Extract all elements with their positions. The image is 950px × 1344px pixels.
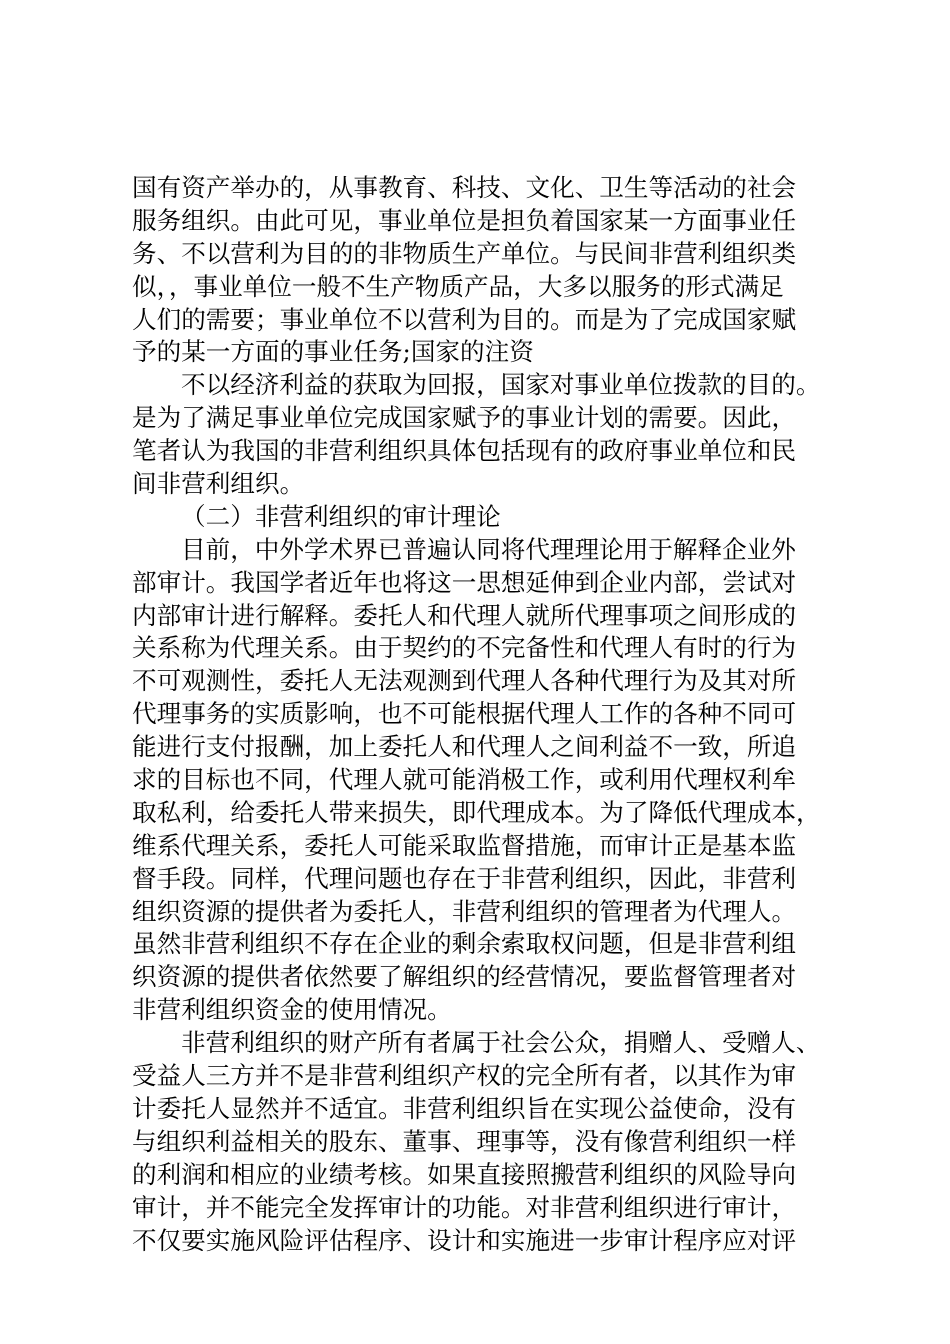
paragraph-start-line: 不以经济利益的获取为回报，国家对事业单位拨款的目的。: [181, 370, 821, 400]
text-line: 不仅要实施风险评估程序、设计和实施进一步审计程序应对评: [132, 1225, 797, 1255]
text-line: 计委托人显然并不适宜。非营利组织旨在实现公益使命，没有: [132, 1093, 797, 1123]
text-line: 织资源的提供者依然要了解组织的经营情况，要监督管理者对: [132, 962, 797, 992]
text-line: 关系称为代理关系。由于契约的不完备性和代理人有时的行为: [132, 633, 797, 663]
text-line: 取私利，给委托人带来损失，即代理成本。为了降低代理成本，: [132, 797, 821, 827]
text-line: 间非营利组织。: [132, 469, 305, 499]
paragraph-start-line: 目前，中外学术界已普遍认同将代理理论用于解释企业外: [181, 534, 796, 564]
text-line: 与组织利益相关的股东、董事、理事等，没有像营利组织一样: [132, 1126, 797, 1156]
text-line: 代理事务的实质影响，也不可能根据代理人工作的各种不同可: [132, 699, 797, 729]
text-line: 非营利组织资金的使用情况。: [132, 995, 452, 1025]
text-line: 的利润和相应的业绩考核。如果直接照搬营利组织的风险导向: [132, 1159, 797, 1189]
paragraph-start-line: 非营利组织的财产所有者属于社会公众，捐赠人、受赠人、: [181, 1028, 821, 1058]
text-line: 是为了满足事业单位完成国家赋予的事业计划的需要。因此，: [132, 403, 797, 433]
text-line: 不可观测性，委托人无法观测到代理人各种代理行为及其对所: [132, 666, 797, 696]
text-line: 部审计。我国学者近年也将这一思想延伸到企业内部，尝试对: [132, 567, 797, 597]
text-line: 内部审计进行解释。委托人和代理人就所代理事项之间形成的: [132, 600, 797, 630]
document-body: [132, 172, 842, 1257]
text-line: 服务组织。由此可见，事业单位是担负着国家某一方面事业任: [132, 205, 797, 235]
text-line: 人们的需要；事业单位不以营利为目的。而是为了完成国家赋: [132, 304, 797, 334]
text-line: 笔者认为我国的非营利组织具体包括现有的政府事业单位和民: [132, 436, 797, 466]
text-line: 维系代理关系，委托人可能采取监督措施，而审计正是基本监: [132, 830, 797, 860]
text-line: 审计，并不能完全发挥审计的功能。对非营利组织进行审计，: [132, 1192, 797, 1222]
text-line: 求的目标也不同，代理人就可能消极工作，或利用代理权利牟: [132, 765, 797, 795]
text-line: 受益人三方并不是非营利组织产权的完全所有者，以其作为审: [132, 1061, 797, 1091]
section-heading: （二）非营利组织的审计理论: [181, 501, 501, 531]
text-line: 虽然非营利组织不存在企业的剩余索取权问题，但是非营利组: [132, 929, 797, 959]
text-line: 能进行支付报酬，加上委托人和代理人之间利益不一致，所追: [132, 732, 797, 762]
text-line: 予的某一方面的事业任务;国家的注资: [132, 337, 534, 367]
text-line: 督手段。同样，代理问题也存在于非营利组织，因此，非营利: [132, 863, 797, 893]
text-line: 似，，事业单位一般不生产物质产品，大多以服务的形式满足: [132, 271, 784, 301]
text-line: 组织资源的提供者为委托人，非营利组织的管理者为代理人。: [132, 896, 797, 926]
text-line: 务、不以营利为目的的非物质生产单位。与民间非营利组织类: [132, 238, 797, 268]
text-line: 国有资产举办的，从事教育、科技、文化、卫生等活动的社会: [132, 173, 797, 202]
